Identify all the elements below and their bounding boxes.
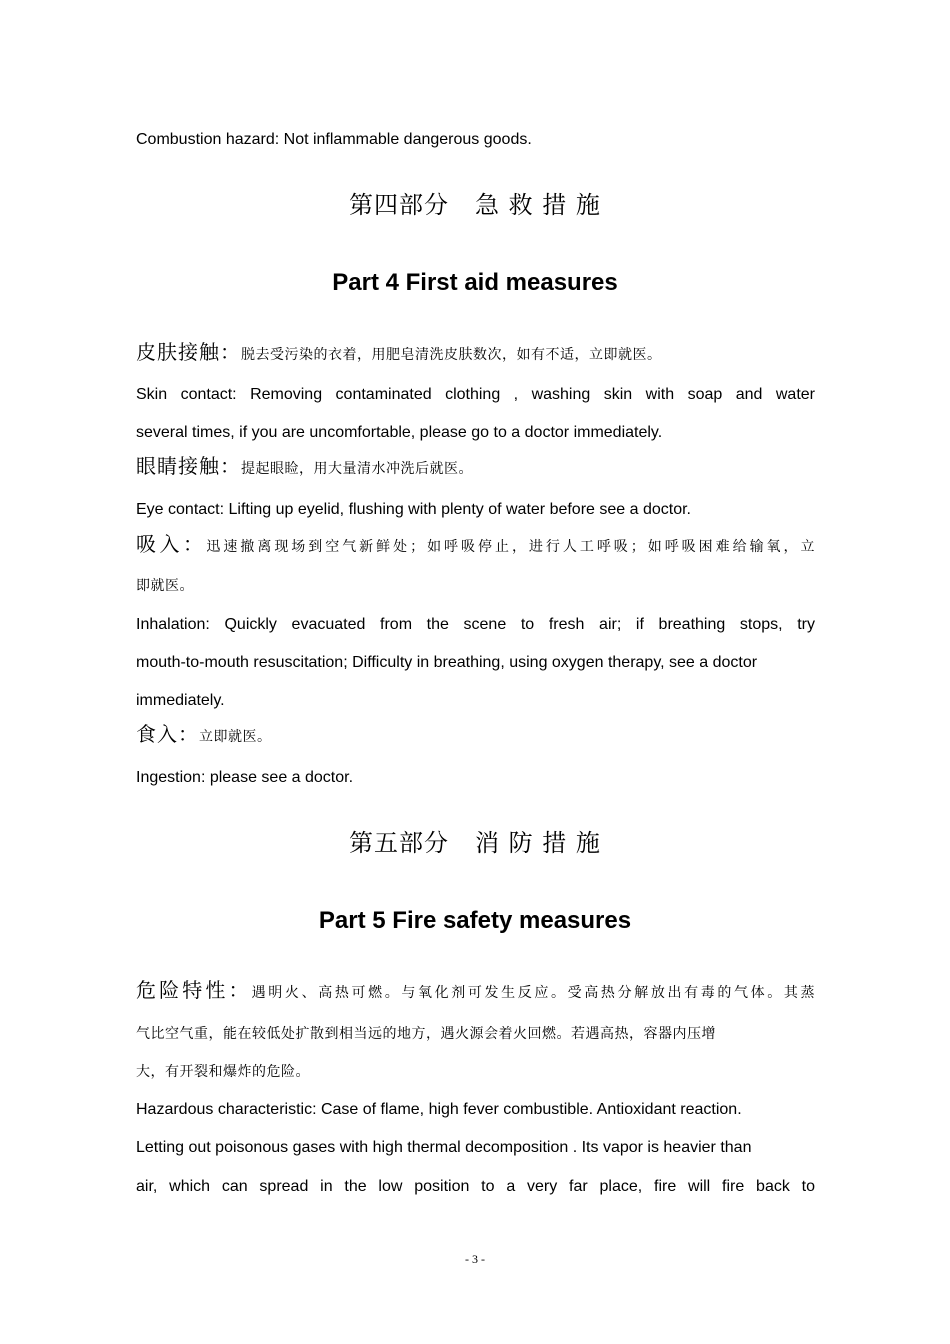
inhalation-zh-line2: 即就医。 xyxy=(136,578,194,594)
hazard-zh-line2: 气比空气重，能在较低处扩散到相当远的地方，遇火源会着火回燃。若遇高热，容器内压增 xyxy=(136,1026,716,1042)
inhalation-en-line1: Inhalation: Quickly evacuated from the scene to fresh air; if breathing stops, try xyxy=(136,616,815,633)
eye-contact-zh xyxy=(136,456,815,479)
section5-en-title: Part 5 Fire safety measures xyxy=(318,907,632,934)
skin-contact-zh-label: 皮肤接触： xyxy=(136,340,241,364)
section5-zh-title xyxy=(0,828,950,858)
section4-zh-title-sub: 急 救 措 施 xyxy=(475,191,601,219)
eye-contact-zh-text: 提起眼睑，用大量清水冲洗后就医。 xyxy=(241,461,473,477)
hazard-en-line3: air, which can spread in the low position to a very far place, fire will fire back to xyxy=(136,1178,815,1195)
skin-contact-en-line2: several times, if you are uncomfortable, please go to a doctor immediately. xyxy=(136,424,663,441)
eye-contact-zh-label: 眼睛接触： xyxy=(136,454,241,478)
skin-contact-en-line1: Skin contact: Removing contaminated clothing , washing skin with soap and water xyxy=(136,386,815,403)
page-number: - 3 - xyxy=(465,1252,485,1266)
section4-en-title: Part 4 First aid measures xyxy=(332,269,618,296)
ingestion-zh-label: 食入： xyxy=(136,722,199,746)
hazard-zh-line1 xyxy=(136,980,815,1003)
ingestion-en: Ingestion: please see a doctor. xyxy=(136,769,354,786)
skin-contact-zh xyxy=(136,342,815,365)
inhalation-en-line3: immediately. xyxy=(136,692,225,709)
section5-zh-title-sub: 消 防 措 施 xyxy=(475,829,601,857)
combustion-hazard-line: Combustion hazard: Not inflammable dangerous goods. xyxy=(136,131,532,148)
ingestion-zh xyxy=(136,724,815,747)
hazard-en-line2: Letting out poisonous gases with high thermal decomposition . Its vapor is heavier than xyxy=(136,1139,752,1156)
hazard-zh-label: 危险特性： xyxy=(136,978,252,1002)
inhalation-zh-text-line1: 迅速撤离现场到空气新鲜处；如呼吸停止，进行人工呼吸；如呼吸困难给输氧，立 xyxy=(206,539,815,555)
eye-contact-en: Eye contact: Lifting up eyelid, flushing with plenty of water before see a doctor. xyxy=(136,501,691,518)
hazard-zh-text-line1: 遇明火、高热可燃。与氧化剂可发生反应。受高热分解放出有毒的气体。其蒸 xyxy=(251,985,816,1001)
section5-zh-title-main: 第五部分 xyxy=(349,829,450,857)
inhalation-zh-line1 xyxy=(136,534,815,557)
section4-zh-title-main: 第四部分 xyxy=(349,191,450,219)
ingestion-zh-text: 立即就医。 xyxy=(199,729,272,745)
inhalation-en-line2: mouth-to-mouth resuscitation; Difficulty in breathing, using oxygen therapy, see a doctor xyxy=(136,654,758,671)
section4-zh-title xyxy=(0,190,950,220)
skin-contact-zh-text: 脱去受污染的衣着，用肥皂清洗皮肤数次，如有不适，立即就医。 xyxy=(241,347,662,363)
inhalation-zh-label: 吸入： xyxy=(136,532,207,556)
hazard-zh-line3: 大，有开裂和爆炸的危险。 xyxy=(136,1064,310,1080)
hazard-en-line1: Hazardous characteristic: Case of flame, high fever combustible. Antioxidant reaction. xyxy=(136,1101,742,1118)
